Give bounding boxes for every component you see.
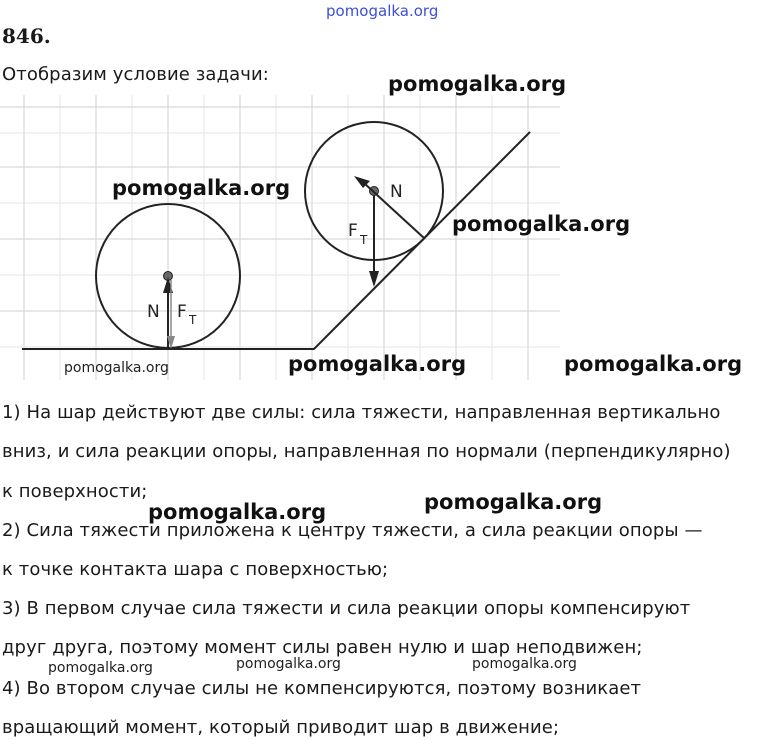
text-line-1: 1) На шар действуют две силы: сила тяжести, направленная вертикально [2, 402, 721, 423]
text-line-5: к точке контакта шара с поверхностью; [2, 559, 389, 580]
label-ft-right-sub: T [360, 233, 368, 247]
text-line-8: 4) Во втором случае силы не компенсируются, поэтому возникает [2, 678, 642, 699]
watermark: pomogalka.org [148, 500, 327, 524]
label-ft-right: F [348, 221, 358, 241]
text-line-9: вращающий момент, который приводит шар в движение; [2, 717, 560, 738]
problem-number-value: 846 [2, 24, 44, 48]
intro-text: Отобразим условие задачи: [2, 64, 269, 85]
label-n-left: N [147, 302, 160, 322]
watermark-top: pomogalka.org [326, 2, 439, 20]
label-n-right: N [390, 182, 403, 202]
text-line-3: к поверхности; [2, 481, 148, 502]
watermark: pomogalka.org [48, 660, 153, 676]
label-ft-left-sub: T [189, 313, 197, 327]
text-line-7: друг друга, поэтому момент силы равен нулю и шар неподвижен; [2, 637, 643, 658]
text-line-4: 2) Сила тяжести приложена к центру тяжести, а сила реакции опоры — [2, 520, 703, 541]
watermark: pomogalka.org [472, 656, 577, 672]
watermark: pomogalka.org [288, 352, 467, 376]
text-line-2: вниз, и сила реакции опоры, направленная по нормали (перпендикулярно) [2, 441, 731, 462]
physics-figure [0, 95, 764, 380]
watermark: pomogalka.org [112, 176, 291, 200]
problem-number: 846. [2, 24, 51, 48]
text-line-6: 3) В первом случае сила тяжести и сила реакции опоры компенсируют [2, 598, 691, 619]
label-ft-left: F [177, 302, 187, 322]
watermark: pomogalka.org [424, 490, 603, 514]
watermark: pomogalka.org [452, 212, 631, 236]
watermark: pomogalka.org [236, 656, 341, 672]
watermark: pomogalka.org [564, 352, 743, 376]
grid [0, 95, 560, 380]
watermark: pomogalka.org [64, 360, 169, 376]
watermark: pomogalka.org [388, 72, 567, 96]
